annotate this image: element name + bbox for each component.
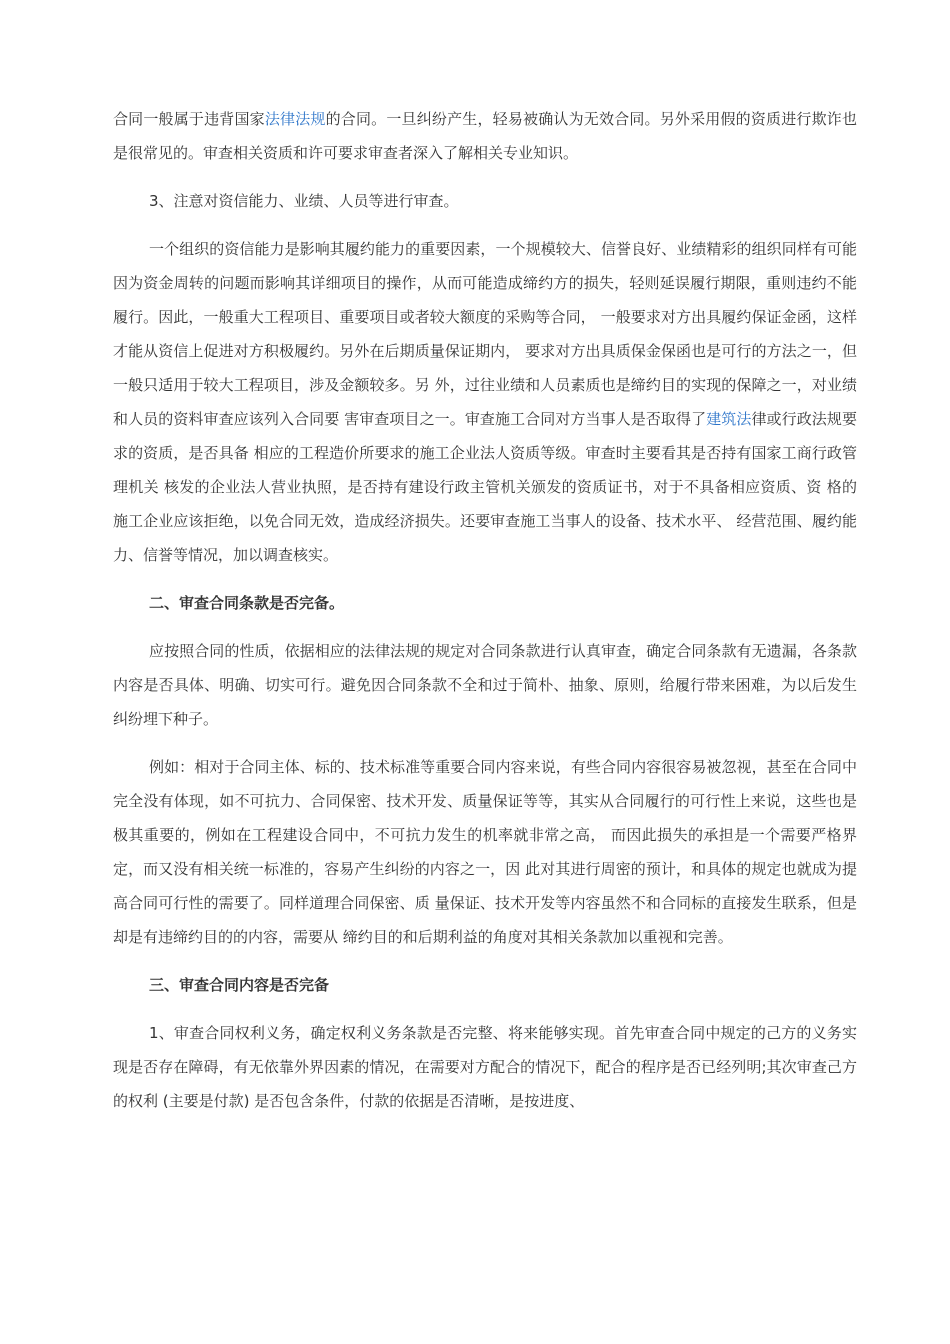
paragraph-text: 合同一般属于违背国家 — [113, 110, 265, 128]
paragraph-qualification-continued — [113, 102, 857, 170]
paragraph-clause-completeness: 应按照合同的性质，依据相应的法律法规的规定对合同条款进行认真审查，确定合同条款有无遗漏，各条款内容是否具体、明确、切实可行。避免因合同条款不全和过于简朴、抽象、原则，给履行带来困难，为以后发生纠纷埋下种子。 — [113, 642, 857, 728]
section-3-heading: 三、审查合同内容是否完备 — [149, 976, 330, 994]
paragraph-rights-obligations: 1、审查合同权利义务，确定权利义务条款是否完整、将来能够实现。首先审查合同中规定的己方的义务实现是否存在障碍，有无依靠外界因素的情况，在需要对方配合的情况下，配合的程序是否已经列明;其次审查己方的权利 (主要是付款) 是否包含条件，付款的依据是否清晰，是按进度、 — [113, 1024, 857, 1110]
paragraph-example: 例如：相对于合同主体、标的、技术标准等重要合同内容来说，有些合同内容很容易被忽视，甚至在合同中完全没有体现，如不可抗力、合同保密、技术开发、质量保证等等，其实从合同履行的可行性上来说，这些也是极其重要的，例如在工程建设合同中，不可抗力发生的机率就非常之高， 而因此损失的承担是一个需要严格界定，而又没有相关统一标准的，容易产生纠纷的内容之一，因 此对其进行周密的预计，和具体的规定也就成为提高合同可行性的需要了。同样道理合同保密、质 量保证、技术开发等内容虽然不和合同标的直接发生联系，但是却是有违缔约目的的内容，需要从 缔约目的和后期利益的角度对其相关条款加以重视和完善。 — [113, 758, 857, 946]
link-laws-regulations[interactable]: 法律法规 — [264, 110, 326, 128]
section-2-heading: 二、审查合同条款是否完备。 — [149, 594, 345, 612]
document-body — [113, 102, 857, 1118]
link-construction-law[interactable]: 建筑法 — [706, 410, 752, 428]
item-3-heading: 3、注意对资信能力、业绩、人员等进行审查。 — [149, 192, 459, 210]
paragraph-text: 律或行政法规要求的资质，是否具备 相应的工程造价所要求的施工企业法人资质等级。审查时主要看其是否持有国家工商行政管理机关 核发的企业法人营业执照，是否持有建设行政主管机关颁发的资质证书，对于不具备相应资质、资 格的施工企业应该拒绝，以免合同无效，造成经济损失。还要审查施工当事人的设备、技术水平、 经营范围、履约能力、信誉等情况，加以调查核实。 — [113, 410, 857, 564]
paragraph-text: 的合同。一旦纠纷产生，轻易被确认为无效合同。另外采用假的资质进行欺诈也是很常见的。审查相关资质和许可要求审查者深入了解相关专业知识。 — [113, 110, 857, 162]
paragraph-credit-capability — [113, 232, 857, 572]
paragraph-text: 一个组织的资信能力是影响其履约能力的重要因素，一个规模较大、信誉良好、业绩精彩的组织同样有可能因为资金周转的问题而影响其详细项目的操作，从而可能造成缔约方的损失，轻则延误履行期限，重则违约不能履行。因此，一般重大工程项目、重要项目或者较大额度的采购等合同， 一般要求对方出具履约保证金函，这样才能从资信上促进对方积极履约。另外在后期质量保证期内， 要求对方出具质保金保函也是可行的方法之一，但一般只适用于较大工程项目，涉及金额较多。另 外，过往业绩和人员素质也是缔约目的实现的保障之一，对业绩和人员的资料审查应该列入合同要 害审查项目之一。审查施工合同对方当事人是否取得了 — [113, 240, 857, 428]
